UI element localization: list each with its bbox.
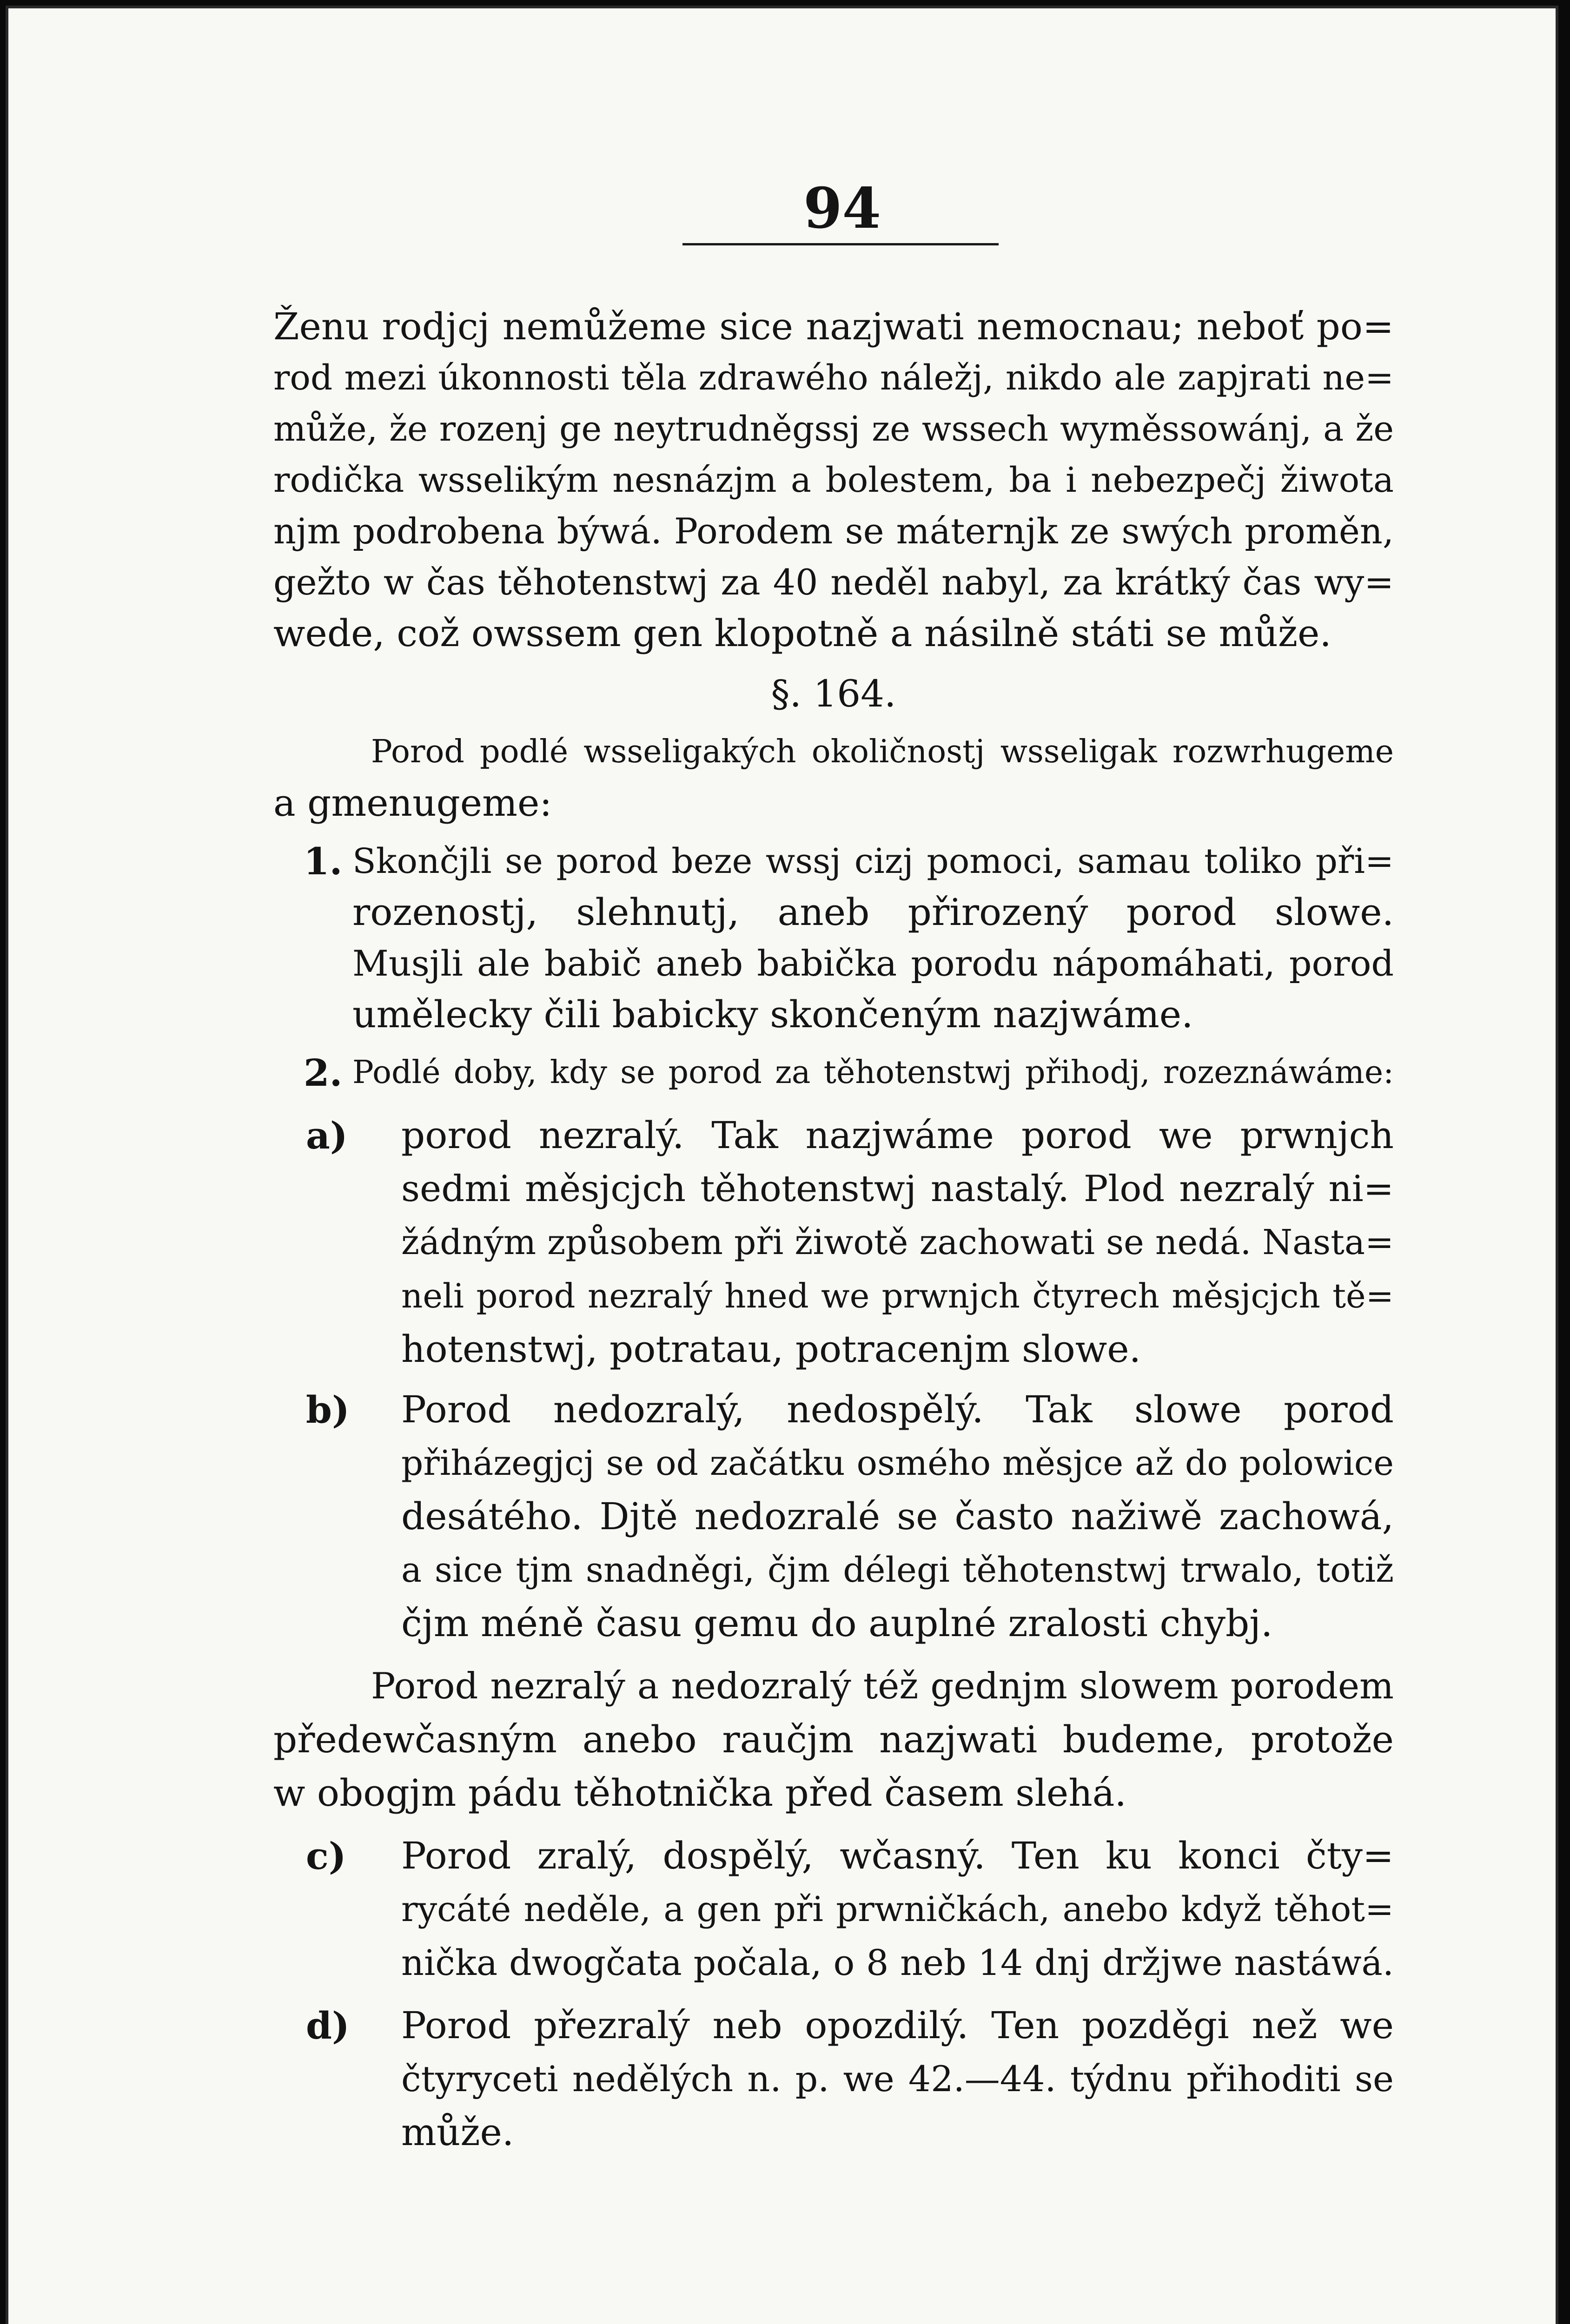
text-line: žádným způsobem při žiwotě zachowati se nedá. Nasta=: [401, 1222, 1394, 1262]
text-line: rodička wsselikým nesnázjm a bolestem, ba i nebezpečj žiwota: [273, 460, 1394, 500]
text-line: umělecky čili babicky skončeným nazjwáme.: [352, 993, 1193, 1036]
text-line: přiházegjcj se od začátku osmého měsjce až do polowice: [401, 1443, 1394, 1483]
text-line: a gmenugeme:: [273, 781, 552, 825]
text-line: porod nezralý. Tak nazjwáme porod we prwnjch: [401, 1114, 1394, 1157]
text-line: w obogjm pádu těhotnička před časem slehá.: [273, 1771, 1126, 1815]
text-line: rozenostj, slehnutj, aneb přirozený porod slowe.: [352, 891, 1394, 934]
text-line: rod mezi úkonnosti těla zdrawého náležj, nikdo ale zapjrati ne=: [273, 358, 1394, 398]
text-line: Ženu rodjcj nemůžeme sice nazjwati nemocnau; neboť po=: [273, 305, 1394, 348]
text-line: nička dwogčata počala, o 8 neb 14 dnj držjwe nastáwá.: [401, 1942, 1394, 1983]
text-line: a sice tjm snadněgi, čjm délegi těhotenstwj trwalo, totiž: [401, 1550, 1394, 1590]
text-line: čtyryceti nedělých n. p. we 42.—44. týdnu přihoditi se: [401, 2058, 1394, 2100]
text-line: Porod podlé wsseligakých okoličnostj wsseligak rozwrhugeme: [371, 733, 1394, 770]
list-letter: b): [306, 1388, 350, 1432]
text-line: gežto w čas těhotenstwj za 40 neděl nabyl, za krátký čas wy=: [273, 561, 1394, 603]
text-line: může, že rozenj ge neytrudněgssj ze wssech wyměssowánj, a že: [273, 409, 1394, 449]
text-line: předewčasným anebo raučjm nazjwati budeme, protože: [273, 1718, 1394, 1761]
text-line: hotenstwj, potratau, potracenjm slowe.: [401, 1327, 1141, 1371]
text-line: njm podrobena býwá. Porodem se máternjk ze swých proměn,: [273, 510, 1394, 552]
page-number: 94: [803, 176, 881, 241]
list-number: 1.: [304, 839, 343, 883]
text-line: může.: [401, 2111, 514, 2154]
text-line: Porod nezralý a nedozralý též gednjm slowem porodem: [371, 1665, 1394, 1707]
header-rule: [682, 243, 999, 245]
text-line: Porod zralý, dospělý, wčasný. Ten ku konci čty=: [401, 1834, 1394, 1877]
book-page: [6, 6, 1558, 2324]
text-line: Podlé doby, kdy se porod za těhotenstwj přihodj, rozeznáwáme:: [352, 1054, 1394, 1091]
list-letter: a): [306, 1114, 348, 1157]
text-line: desátého. Djtě nedozralé se často nažiwě zachowá,: [401, 1495, 1394, 1538]
text-line: sedmi měsjcjch těhotenstwj nastalý. Plod nezralý ni=: [401, 1168, 1394, 1210]
list-letter: c): [306, 1834, 346, 1878]
text-line: čjm méně času gemu do auplné zralosti chybj.: [401, 1602, 1273, 1645]
text-line: neli porod nezralý hned we prwnjch čtyrech měsjcjch tě=: [401, 1276, 1394, 1315]
text-line: Porod přezralý neb opozdilý. Ten pozděgi než we: [401, 2004, 1394, 2047]
list-letter: d): [306, 2004, 350, 2047]
list-number: 2.: [304, 1051, 343, 1095]
text-line: wede, což owssem gen klopotně a násilně státi se může.: [273, 612, 1332, 655]
text-line: Porod nedozralý, nedospělý. Tak slowe porod: [401, 1388, 1394, 1431]
text-line: Musjli ale babič aneb babička porodu nápomáhati, porod: [352, 943, 1394, 984]
section-heading: §. 164.: [771, 672, 896, 715]
text-line: rycáté neděle, a gen při prwničkách, anebo když těhot=: [401, 1889, 1394, 1929]
text-line: Skončjli se porod beze wssj cizj pomoci, samau toliko při=: [352, 841, 1394, 881]
